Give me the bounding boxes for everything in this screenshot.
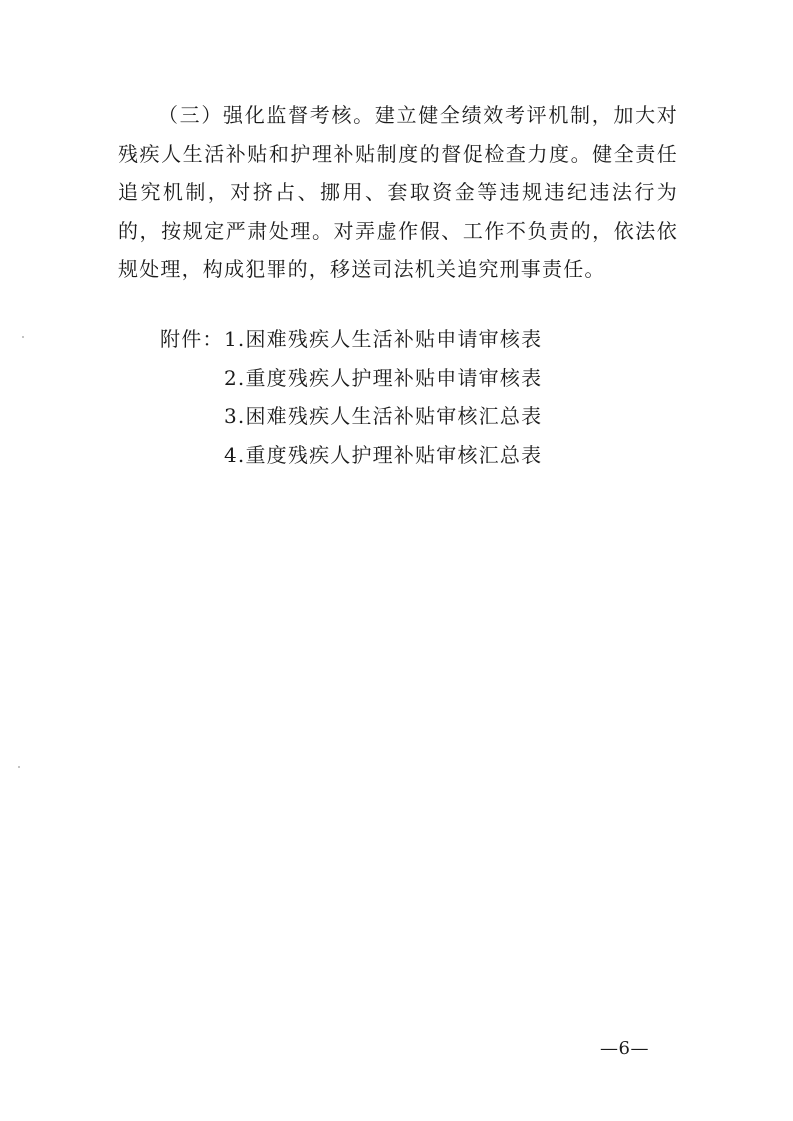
attachment-item-3: 3.困难残疾人生活补贴审核汇总表 [224, 404, 543, 428]
attachments-list [224, 320, 542, 474]
scan-speck [22, 336, 24, 338]
attachment-item-1: 1.困难残疾人生活补贴申请审核表 [224, 327, 543, 351]
page-number: —6— [600, 1038, 649, 1059]
attachment-item-2: 2.重度残疾人护理补贴申请审核表 [224, 365, 543, 390]
attachments-label: 附件： [160, 327, 224, 351]
body-paragraph-supervision: （三）强化监督考核。建立健全绩效考评机制，加大对残疾人生活补贴和护理补贴制度的督促检查力度。健全责任追究机制，对挤占、挪用、套取资金等违规违纪违法行为的，按规定严肃处理。对弄虚作假、工作不负责的，依法依规处理，构成犯罪的，移送司法机关追究刑事责任。 [118, 103, 678, 281]
attachment-item-4: 4.重度残疾人护理补贴审核汇总表 [224, 442, 543, 467]
scan-speck [18, 766, 20, 768]
